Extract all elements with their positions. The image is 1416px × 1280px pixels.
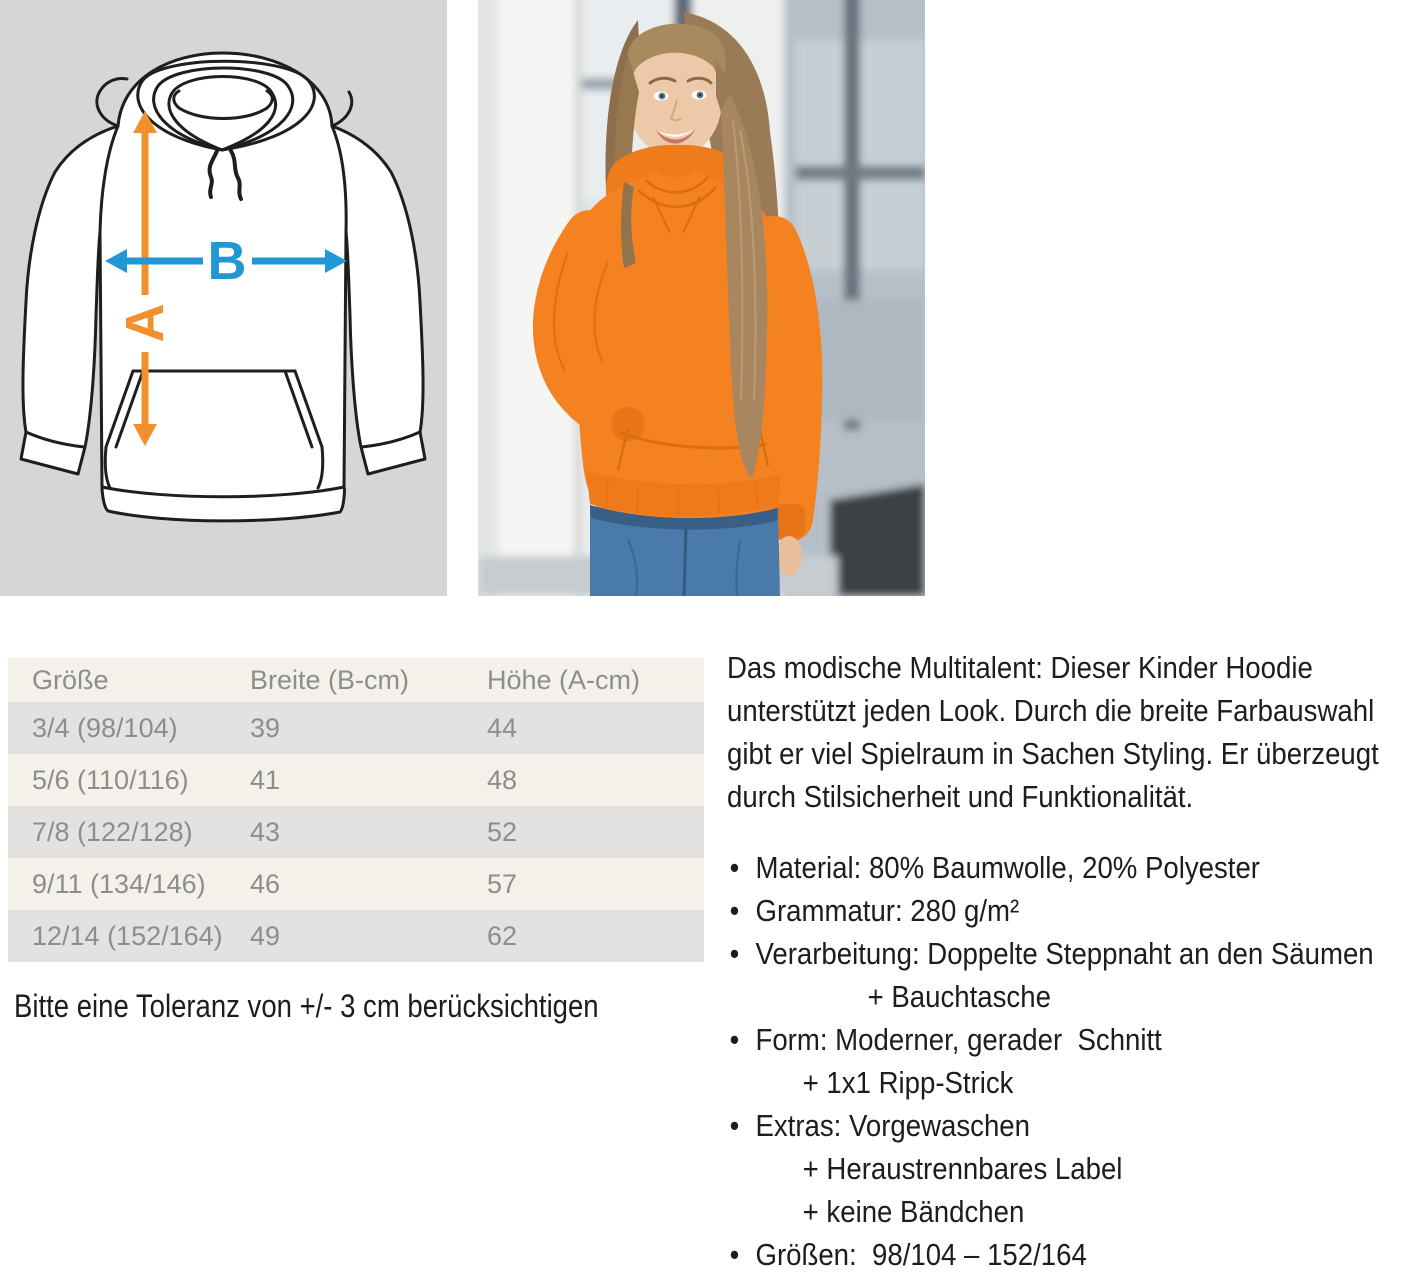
feature-text: Größen: 98/104 – 152/164 <box>755 1237 1087 1272</box>
feature-item <box>727 889 1379 932</box>
height-label: A <box>115 303 175 343</box>
width-cell: 43 <box>250 816 281 847</box>
bullet-marker: • <box>729 1022 740 1057</box>
feature-text: Verarbeitung: Doppelte Steppnaht an den Säumen <box>755 936 1374 971</box>
height-cell: 57 <box>487 868 518 899</box>
feature-text: Grammatur: 280 g/m² <box>755 893 1020 928</box>
height-cell: 62 <box>487 920 518 951</box>
bullet-marker: • <box>729 936 740 971</box>
feature-item <box>727 1018 1379 1061</box>
width-cell: 39 <box>250 712 281 743</box>
width-cell: 49 <box>250 920 281 951</box>
size-cell: 3/4 (98/104) <box>32 712 178 743</box>
bullet-marker: • <box>729 893 740 928</box>
bullet-marker: • <box>729 850 740 885</box>
hoodie-measurement-diagram <box>0 0 447 596</box>
feature-subitem: + 1x1 Ripp-Strick <box>802 1065 1014 1100</box>
feature-item <box>727 1104 1379 1147</box>
height-cell: 44 <box>487 712 518 743</box>
feature-subitem: + Heraustrennbares Label <box>802 1151 1123 1186</box>
product-description <box>727 646 1379 1276</box>
intro-line: unterstützt jeden Look. Durch die breite Farbauswahl <box>727 693 1375 728</box>
feature-text: Material: 80% Baumwolle, 20% Polyester <box>755 850 1260 885</box>
column-header-width: Breite (B-cm) <box>250 664 410 695</box>
feature-item <box>727 932 1379 975</box>
table-row <box>8 754 704 806</box>
intro-line: Das modische Multitalent: Dieser Kinder Hoodie <box>727 650 1313 685</box>
feature-subitem: + Bauchtasche <box>867 979 1051 1014</box>
size-cell: 5/6 (110/116) <box>32 764 189 795</box>
tolerance-note: Bitte eine Toleranz von +/- 3 cm berücksichtigen <box>14 988 599 1024</box>
table-row <box>8 858 704 910</box>
column-header-height: Höhe (A-cm) <box>487 664 641 695</box>
height-cell: 48 <box>487 764 518 795</box>
feature-text: Extras: Vorgewaschen <box>755 1108 1031 1143</box>
column-header-size: Größe <box>32 664 109 695</box>
size-cell: 7/8 (122/128) <box>32 816 193 847</box>
intro-line: durch Stilsicherheit und Funktionalität. <box>727 779 1194 814</box>
size-cell: 12/14 (152/164) <box>32 920 223 951</box>
height-cell: 52 <box>487 816 518 847</box>
table-row <box>8 910 704 962</box>
model-photo-illustration <box>478 0 925 596</box>
model-photo <box>478 0 925 596</box>
bullet-marker: • <box>729 1237 740 1272</box>
feature-item <box>727 1233 1379 1276</box>
bullet-marker: • <box>729 1108 740 1143</box>
feature-item <box>727 846 1379 889</box>
table-row <box>8 702 704 754</box>
width-cell: 41 <box>250 764 281 795</box>
feature-text: Form: Moderner, gerader Schnitt <box>755 1022 1162 1057</box>
feature-subitem: + keine Bändchen <box>802 1194 1025 1229</box>
size-cell: 9/11 (134/146) <box>32 868 206 899</box>
size-table-header <box>8 658 704 702</box>
table-row <box>8 806 704 858</box>
feature-list <box>727 846 1379 1276</box>
width-cell: 46 <box>250 868 281 899</box>
description-intro <box>727 646 1379 818</box>
size-table-body <box>8 702 704 962</box>
width-label: B <box>207 231 247 291</box>
size-table <box>8 658 704 962</box>
size-diagram-panel <box>0 0 447 596</box>
intro-line: gibt er viel Spielraum in Sachen Styling. Er überzeugt <box>727 736 1379 771</box>
